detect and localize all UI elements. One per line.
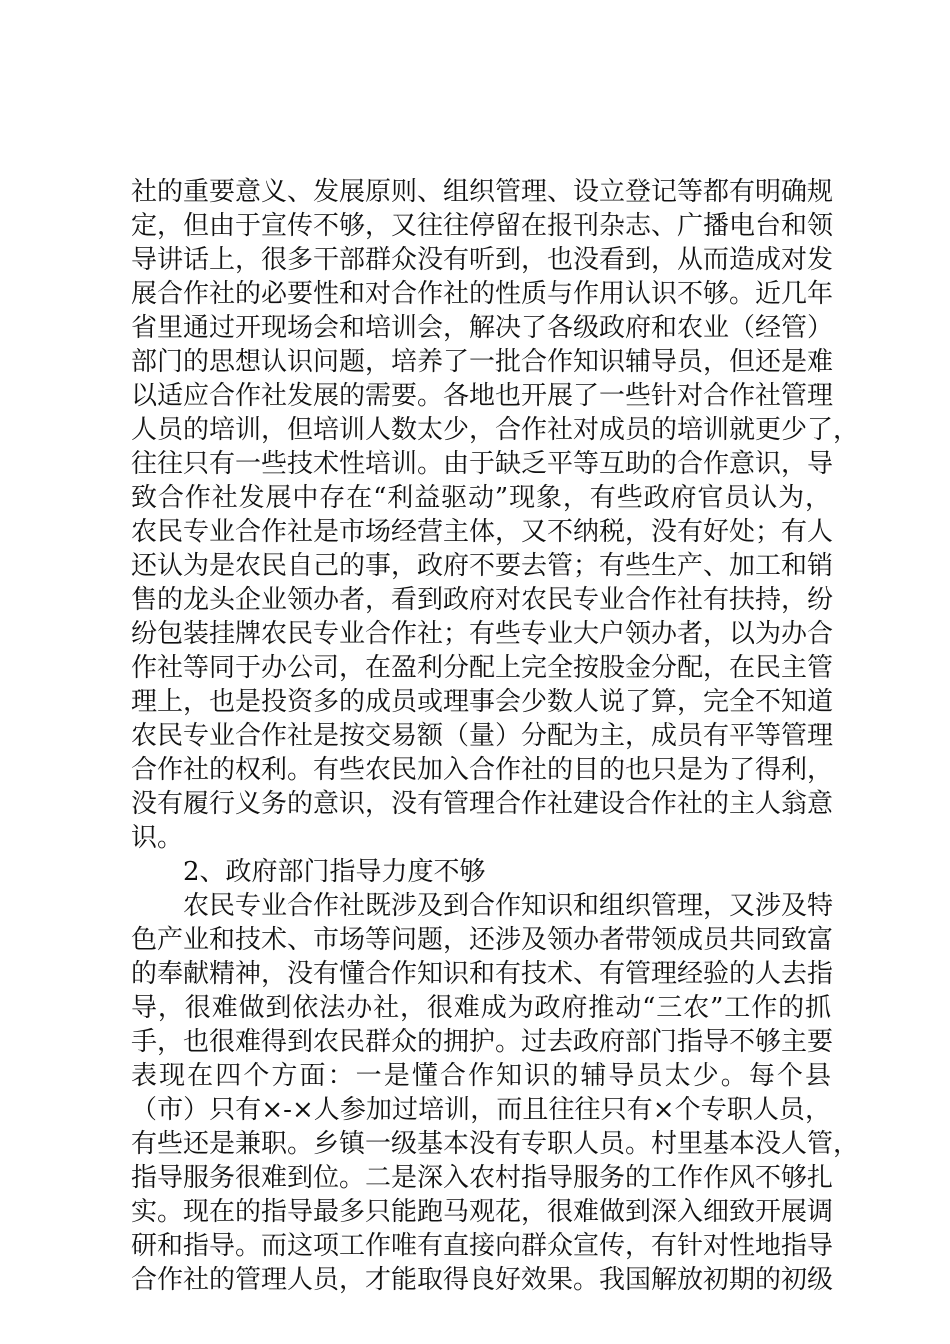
text-line: 省里通过开现场会和培训会，解决了各级政府和农业（经管） (131, 313, 834, 343)
text-line: 有些还是兼职。乡镇一级基本没有专职人员。村里基本没人管， (131, 1129, 860, 1159)
text-line: （市）只有×-×人参加过培训，而且往往只有×个专职人员， (131, 1095, 831, 1125)
text-line: 还认为是农民自己的事，政府不要去管；有些生产、加工和销 (131, 551, 834, 581)
text-line: 色产业和技术、市场等问题，还涉及领办者带领成员共同致富 (131, 925, 834, 955)
text-line: 研和指导。而这项工作唯有直接向群众宣传，有针对性地指导 (131, 1231, 834, 1261)
text-line: 部门的思想认识问题，培养了一批合作知识辅导员，但还是难 (131, 347, 834, 377)
text-line: 以适应合作社发展的需要。各地也开展了一些针对合作社管理 (131, 381, 834, 411)
text-line: 识。 (131, 823, 184, 853)
text-line: 表现在四个方面：一是懂合作知识的辅导员太少。每个县 (131, 1061, 831, 1091)
text-line: 农民专业合作社既涉及到合作知识和组织管理，又涉及特 (183, 891, 834, 921)
text-line: 合作社的权利。有些农民加入合作社的目的也只是为了得利， (131, 755, 834, 785)
text-line: 往往只有一些技术性培训。由于缺乏平等互助的合作意识，导 (131, 449, 834, 479)
text-line: 售的龙头企业领办者，看到政府对农民专业合作社有扶持，纷 (131, 585, 834, 615)
text-line: 定，但由于宣传不够，又往往停留在报刊杂志、广播电台和领 (131, 211, 834, 241)
heading-line: 2、政府部门指导力度不够 (183, 857, 486, 887)
text-line: 致合作社发展中存在“利益驱动”现象，有些政府官员认为， (131, 483, 831, 513)
text-line: 合作社的管理人员，才能取得良好效果。我国解放初期的初级 (131, 1265, 834, 1295)
text-line: 农民专业合作社是按交易额（量）分配为主，成员有平等管理 (131, 721, 834, 751)
text-line: 没有履行义务的意识，没有管理合作社建设合作社的主人翁意 (131, 789, 834, 819)
text-line: 作社等同于办公司，在盈利分配上完全按股金分配，在民主管 (131, 653, 834, 683)
text-line: 社的重要意义、发展原则、组织管理、设立登记等都有明确规 (131, 177, 834, 207)
text-line: 导，很难做到依法办社，很难成为政府推动“三农”工作的抓 (131, 993, 831, 1023)
text-line: 理上，也是投资多的成员或理事会少数人说了算，完全不知道 (131, 687, 834, 717)
text-line: 展合作社的必要性和对合作社的性质与作用认识不够。近几年 (131, 279, 834, 309)
text-line: 手，也很难得到农民群众的拥护。过去政府部门指导不够主要 (131, 1027, 834, 1057)
text-line: 农民专业合作社是市场经营主体，又不纳税，没有好处；有人 (131, 517, 834, 547)
text-line: 导讲话上，很多干部群众没有听到，也没看到，从而造成对发 (131, 245, 834, 275)
text-line: 人员的培训，但培训人数太少，合作社对成员的培训就更少了， (131, 415, 860, 445)
text-line: 的奉献精神，没有懂合作知识和有技术、有管理经验的人去指 (131, 959, 834, 989)
text-line: 纷包装挂牌农民专业合作社；有些专业大户领办者，以为办合 (131, 619, 834, 649)
text-line: 指导服务很难到位。二是深入农村指导服务的工作作风不够扎 (131, 1163, 834, 1193)
text-line: 实。现在的指导最多只能跑马观花，很难做到深入细致开展调 (131, 1197, 834, 1227)
